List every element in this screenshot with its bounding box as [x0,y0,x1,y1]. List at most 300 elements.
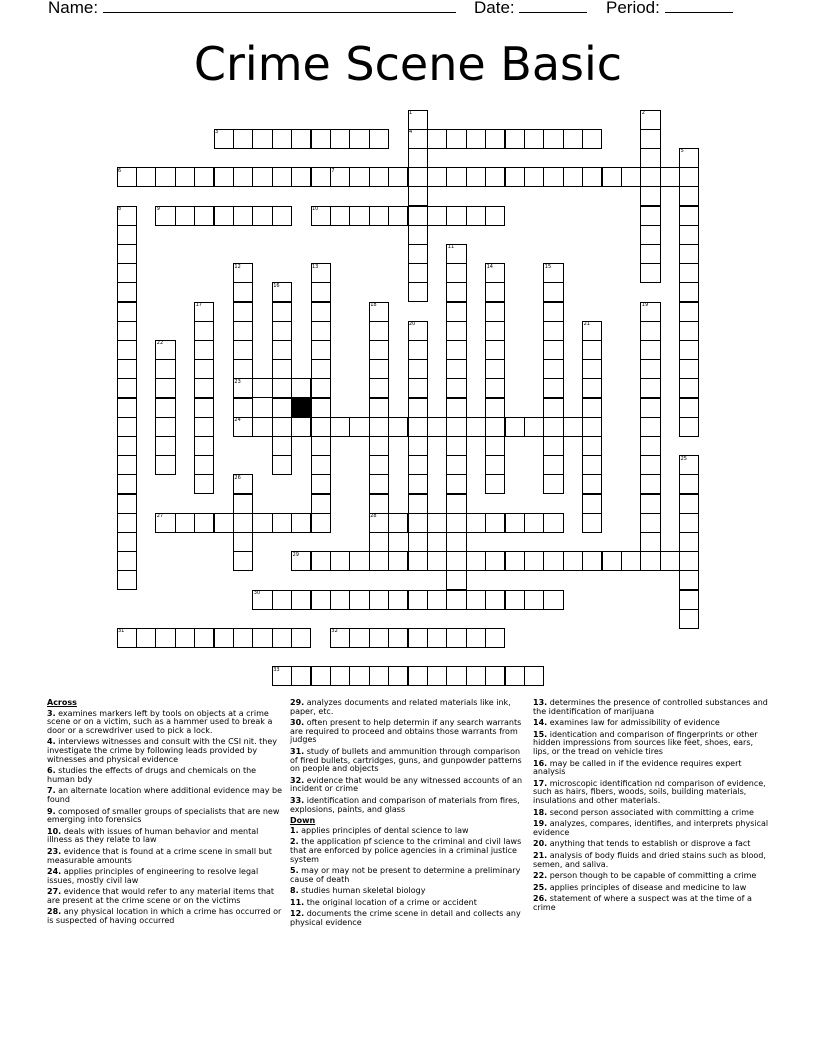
grid-cell[interactable] [640,167,660,187]
grid-cell[interactable] [233,417,253,437]
grid-cell[interactable] [330,551,350,571]
grid-cell[interactable] [446,551,466,571]
grid-cell[interactable] [524,551,544,571]
grid-cell[interactable] [505,129,525,149]
grid-cell[interactable] [640,455,660,475]
grid-cell[interactable] [252,378,272,398]
grid-cell[interactable] [349,590,369,610]
grid-cell[interactable] [117,551,137,571]
grid-cell[interactable] [194,513,214,533]
grid-cell[interactable] [252,206,272,226]
grid-cell[interactable] [252,513,272,533]
grid-cell[interactable] [602,551,622,571]
period-blank[interactable] [665,0,733,13]
grid-cell[interactable] [679,532,699,552]
grid-cell[interactable] [272,513,292,533]
grid-cell[interactable] [233,282,253,302]
grid-cell[interactable] [117,436,137,456]
grid-cell[interactable] [446,570,466,590]
grid-cell[interactable] [621,551,641,571]
grid-cell[interactable] [117,532,137,552]
grid-cell[interactable] [117,513,137,533]
grid-cell[interactable] [252,590,272,610]
grid-cell[interactable] [485,628,505,648]
grid-cell[interactable] [408,206,428,226]
grid-cell[interactable] [446,206,466,226]
grid-cell[interactable] [679,186,699,206]
period-field[interactable] [606,0,733,18]
grid-cell[interactable] [543,417,563,437]
grid-cell[interactable] [446,628,466,648]
grid-cell[interactable] [679,551,699,571]
grid-cell[interactable] [485,263,505,283]
grid-cell[interactable] [233,551,253,571]
grid-cell[interactable] [369,340,389,360]
grid-cell[interactable] [117,302,137,322]
grid-cell[interactable] [117,494,137,514]
grid-cell[interactable] [311,302,331,322]
grid-cell[interactable] [485,551,505,571]
grid-cell[interactable] [233,532,253,552]
grid-cell[interactable] [446,167,466,187]
grid-cell[interactable] [446,340,466,360]
grid-cell[interactable] [311,436,331,456]
grid-cell[interactable] [679,609,699,629]
grid-cell[interactable] [311,129,331,149]
grid-cell[interactable] [155,417,175,437]
grid-cell[interactable] [369,666,389,686]
grid-cell[interactable] [485,474,505,494]
grid-cell[interactable] [408,244,428,264]
grid-cell[interactable] [543,398,563,418]
grid-cell[interactable] [582,398,602,418]
grid-cell[interactable] [543,359,563,379]
grid-cell[interactable] [485,378,505,398]
grid-cell[interactable] [640,148,660,168]
grid-cell[interactable] [136,628,156,648]
grid-cell[interactable] [117,474,137,494]
grid-cell[interactable] [640,225,660,245]
grid-cell[interactable] [194,302,214,322]
grid-cell[interactable] [349,206,369,226]
grid-cell[interactable] [485,513,505,533]
grid-cell[interactable] [233,129,253,149]
grid-cell[interactable] [679,359,699,379]
grid-cell[interactable] [446,513,466,533]
grid-cell[interactable] [543,340,563,360]
grid-cell[interactable] [466,628,486,648]
grid-cell[interactable] [233,513,253,533]
grid-cell[interactable] [524,167,544,187]
grid-cell[interactable] [291,590,311,610]
grid-cell[interactable] [679,378,699,398]
grid-cell[interactable] [233,378,253,398]
grid-cell[interactable] [543,474,563,494]
grid-cell[interactable] [640,513,660,533]
grid-cell[interactable] [446,129,466,149]
grid-cell[interactable] [446,455,466,475]
grid-cell[interactable] [155,340,175,360]
grid-cell[interactable] [136,167,156,187]
grid-cell[interactable] [388,513,408,533]
grid-cell[interactable] [524,513,544,533]
grid-cell[interactable] [291,129,311,149]
grid-cell[interactable] [446,302,466,322]
grid-cell[interactable] [679,455,699,475]
grid-cell[interactable] [640,378,660,398]
grid-cell[interactable] [291,417,311,437]
grid-cell[interactable] [427,513,447,533]
grid-cell[interactable] [369,513,389,533]
grid-cell[interactable] [505,513,525,533]
grid-cell[interactable] [155,167,175,187]
grid-cell[interactable] [272,321,292,341]
grid-cell[interactable] [155,359,175,379]
grid-cell[interactable] [408,436,428,456]
grid-cell[interactable] [117,321,137,341]
grid-cell[interactable] [485,359,505,379]
grid-cell[interactable] [272,302,292,322]
grid-cell[interactable] [640,302,660,322]
grid-cell[interactable] [427,206,447,226]
grid-cell[interactable] [194,206,214,226]
grid-cell[interactable] [272,340,292,360]
grid-cell[interactable] [679,590,699,610]
grid-cell[interactable] [311,398,331,418]
grid-cell[interactable] [369,167,389,187]
name-field[interactable] [48,0,456,18]
grid-cell[interactable] [369,494,389,514]
grid-cell[interactable] [505,167,525,187]
grid-cell[interactable] [582,167,602,187]
grid-cell[interactable] [117,263,137,283]
grid-cell[interactable] [524,590,544,610]
grid-cell[interactable] [349,628,369,648]
grid-cell[interactable] [408,474,428,494]
grid-cell[interactable] [446,263,466,283]
grid-cell[interactable] [543,590,563,610]
grid-cell[interactable] [485,455,505,475]
grid-cell[interactable] [640,474,660,494]
grid-cell[interactable] [408,129,428,149]
grid-cell[interactable] [311,340,331,360]
grid-cell[interactable] [408,494,428,514]
grid-cell[interactable] [311,513,331,533]
grid-cell[interactable] [582,494,602,514]
grid-cell[interactable] [660,167,680,187]
grid-cell[interactable] [291,513,311,533]
grid-cell[interactable] [369,302,389,322]
grid-cell[interactable] [563,551,583,571]
grid-cell[interactable] [446,436,466,456]
grid-cell[interactable] [679,167,699,187]
grid-cell[interactable] [679,244,699,264]
grid-cell[interactable] [543,282,563,302]
grid-cell[interactable] [330,590,350,610]
grid-cell[interactable] [117,398,137,418]
grid-cell[interactable] [272,359,292,379]
grid-cell[interactable] [175,206,195,226]
grid-cell[interactable] [408,590,428,610]
grid-cell[interactable] [543,455,563,475]
grid-cell[interactable] [369,417,389,437]
grid-cell[interactable] [272,378,292,398]
grid-cell[interactable] [117,340,137,360]
grid-cell[interactable] [369,474,389,494]
grid-cell[interactable] [175,167,195,187]
grid-cell[interactable] [233,474,253,494]
grid-cell[interactable] [466,513,486,533]
grid-cell[interactable] [117,378,137,398]
grid-cell[interactable] [466,417,486,437]
grid-cell[interactable] [117,167,137,187]
grid-cell[interactable] [252,167,272,187]
grid-cell[interactable] [117,244,137,264]
grid-cell[interactable] [640,494,660,514]
grid-cell[interactable] [272,206,292,226]
grid-cell[interactable] [155,206,175,226]
grid-cell[interactable] [272,590,292,610]
grid-cell[interactable] [194,340,214,360]
grid-cell[interactable] [446,321,466,341]
grid-cell[interactable] [155,436,175,456]
grid-cell[interactable] [214,129,234,149]
grid-cell[interactable] [349,417,369,437]
grid-cell[interactable] [233,628,253,648]
grid-cell[interactable] [427,666,447,686]
grid-cell[interactable] [252,628,272,648]
grid-cell[interactable] [582,129,602,149]
grid-cell[interactable] [524,417,544,437]
grid-cell[interactable] [485,398,505,418]
grid-cell[interactable] [543,513,563,533]
grid-cell[interactable] [640,359,660,379]
grid-cell[interactable] [117,417,137,437]
grid-cell[interactable] [155,628,175,648]
grid-cell[interactable] [330,206,350,226]
grid-cell[interactable] [272,455,292,475]
grid-cell[interactable] [543,551,563,571]
grid-cell[interactable] [427,628,447,648]
grid-cell[interactable] [311,417,331,437]
grid-cell[interactable] [563,167,583,187]
grid-cell[interactable] [117,359,137,379]
grid-cell[interactable] [446,398,466,418]
grid-cell[interactable] [311,206,331,226]
grid-cell[interactable] [563,417,583,437]
grid-cell[interactable] [155,398,175,418]
grid-cell[interactable] [408,417,428,437]
grid-cell[interactable] [117,282,137,302]
grid-cell[interactable] [369,628,389,648]
grid-cell[interactable] [505,417,525,437]
grid-cell[interactable] [408,455,428,475]
grid-cell[interactable] [214,513,234,533]
grid-cell[interactable] [291,666,311,686]
grid-cell[interactable] [194,321,214,341]
grid-cell[interactable] [311,474,331,494]
grid-cell[interactable] [155,378,175,398]
grid-cell[interactable] [214,628,234,648]
grid-cell[interactable] [408,225,428,245]
grid-cell[interactable] [408,398,428,418]
grid-cell[interactable] [408,186,428,206]
grid-cell[interactable] [582,378,602,398]
grid-cell[interactable] [543,436,563,456]
grid-cell[interactable] [543,129,563,149]
date-blank[interactable] [519,0,587,13]
grid-cell[interactable] [679,148,699,168]
grid-cell[interactable] [640,398,660,418]
grid-cell[interactable] [214,206,234,226]
grid-cell[interactable] [311,167,331,187]
grid-cell[interactable] [311,455,331,475]
grid-cell[interactable] [679,398,699,418]
grid-cell[interactable] [621,167,641,187]
grid-cell[interactable] [582,513,602,533]
grid-cell[interactable] [640,206,660,226]
grid-cell[interactable] [582,551,602,571]
grid-cell[interactable] [446,417,466,437]
grid-cell[interactable] [408,532,428,552]
grid-cell[interactable] [408,551,428,571]
grid-cell[interactable] [408,321,428,341]
grid-cell[interactable] [408,340,428,360]
grid-cell[interactable] [640,244,660,264]
grid-cell[interactable] [679,263,699,283]
grid-cell[interactable] [582,340,602,360]
grid-cell[interactable] [233,398,253,418]
grid-cell[interactable] [446,532,466,552]
grid-cell[interactable] [640,186,660,206]
grid-cell[interactable] [194,417,214,437]
grid-cell[interactable] [194,378,214,398]
grid-cell[interactable] [349,551,369,571]
grid-cell[interactable] [543,167,563,187]
grid-cell[interactable] [427,417,447,437]
grid-cell[interactable] [446,378,466,398]
grid-cell[interactable] [640,436,660,456]
grid-cell[interactable] [117,206,137,226]
grid-cell[interactable] [291,628,311,648]
grid-cell[interactable] [505,666,525,686]
grid-cell[interactable] [640,551,660,571]
grid-cell[interactable] [330,167,350,187]
grid-cell[interactable] [311,494,331,514]
grid-cell[interactable] [446,359,466,379]
grid-cell[interactable] [582,455,602,475]
grid-cell[interactable] [485,666,505,686]
grid-cell[interactable] [252,129,272,149]
grid-cell[interactable] [194,436,214,456]
grid-cell[interactable] [272,167,292,187]
grid-cell[interactable] [543,321,563,341]
grid-cell[interactable] [466,167,486,187]
grid-cell[interactable] [485,340,505,360]
grid-cell[interactable] [272,417,292,437]
grid-cell[interactable] [194,455,214,475]
grid-cell[interactable] [408,628,428,648]
grid-cell[interactable] [311,321,331,341]
grid-cell[interactable] [485,282,505,302]
grid-cell[interactable] [640,110,660,130]
grid-cell[interactable] [543,378,563,398]
grid-cell[interactable] [446,282,466,302]
grid-cell[interactable] [679,417,699,437]
grid-cell[interactable] [485,436,505,456]
grid-cell[interactable] [679,340,699,360]
grid-cell[interactable] [214,167,234,187]
grid-cell[interactable] [640,532,660,552]
grid-cell[interactable] [233,206,253,226]
grid-cell[interactable] [408,167,428,187]
grid-cell[interactable] [194,628,214,648]
grid-cell[interactable] [466,129,486,149]
grid-cell[interactable] [427,129,447,149]
grid-cell[interactable] [175,628,195,648]
grid-cell[interactable] [679,321,699,341]
grid-cell[interactable] [679,513,699,533]
grid-cell[interactable] [291,167,311,187]
grid-cell[interactable] [194,167,214,187]
grid-cell[interactable] [233,302,253,322]
grid-cell[interactable] [679,494,699,514]
grid-cell[interactable] [117,455,137,475]
grid-cell[interactable] [485,302,505,322]
grid-cell[interactable] [272,628,292,648]
grid-cell[interactable] [485,129,505,149]
grid-cell[interactable] [233,340,253,360]
grid-cell[interactable] [408,359,428,379]
grid-cell[interactable] [408,148,428,168]
grid-cell[interactable] [233,263,253,283]
grid-cell[interactable] [446,494,466,514]
grid-cell[interactable] [330,666,350,686]
grid-cell[interactable] [369,532,389,552]
grid-cell[interactable] [311,359,331,379]
grid-cell[interactable] [311,590,331,610]
grid-cell[interactable] [427,551,447,571]
grid-cell[interactable] [388,551,408,571]
grid-cell[interactable] [640,340,660,360]
grid-cell[interactable] [582,359,602,379]
grid-cell[interactable] [679,282,699,302]
grid-cell[interactable] [582,321,602,341]
grid-cell[interactable] [466,666,486,686]
grid-cell[interactable] [582,436,602,456]
grid-cell[interactable] [117,225,137,245]
grid-cell[interactable] [543,263,563,283]
grid-cell[interactable] [369,129,389,149]
grid-cell[interactable] [640,129,660,149]
grid-cell[interactable] [311,282,331,302]
grid-cell[interactable] [369,321,389,341]
grid-cell[interactable] [485,206,505,226]
grid-cell[interactable] [408,110,428,130]
grid-cell[interactable] [155,455,175,475]
grid-cell[interactable] [427,590,447,610]
grid-cell[interactable] [369,590,389,610]
grid-cell[interactable] [272,436,292,456]
grid-cell[interactable] [466,590,486,610]
grid-cell[interactable] [408,378,428,398]
grid-cell[interactable] [311,378,331,398]
grid-cell[interactable] [582,417,602,437]
grid-cell[interactable] [640,321,660,341]
grid-cell[interactable] [388,666,408,686]
grid-cell[interactable] [485,417,505,437]
grid-cell[interactable] [388,590,408,610]
